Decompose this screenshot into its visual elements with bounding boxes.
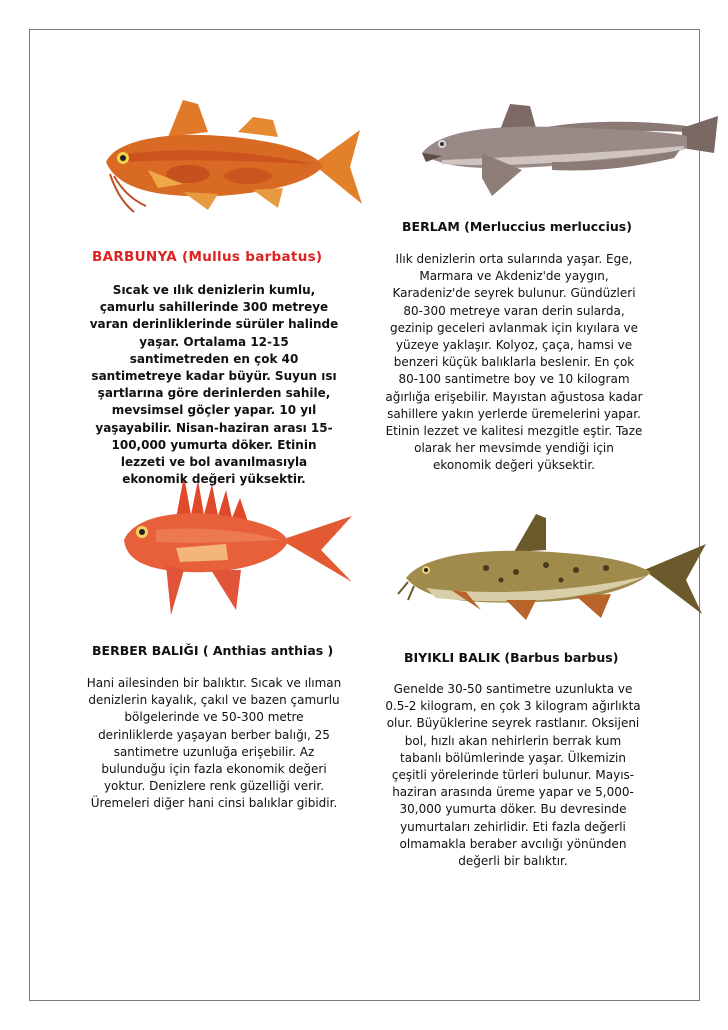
biyikli-balik-fish-illustration (396, 510, 708, 625)
biyikli-balik-description: Genelde 30-50 santimetre uzunlukta ve 0.5-2 kilogram, en çok 3 kilogram ağırlıkta olur. Büyüklerine seyrek rastlanır. Oksijeni bol, hızlı akan nehirlerin berrak kum tabanlı bölümlerinde yaşar. Ülkemizin çeşitli yörelerinde türleri bulunur. Mayıs-haziran arasında üreme yapar ve 5,000-30,000 yumurta döker. Bu devresinde yumurtaları zehirlidir. Eti fazla değerli olmamakla beraber avcılığı yönünden değerli bir balıktır. (385, 682, 641, 869)
barbunya-description: Sıcak ve ılık denizlerin kumlu, çamurlu sahillerinde 300 metreye varan derinliklerinde sürüler halinde yaşar. Ortalama 12-15 santimetreden en çok 40 santimetreye kadar büyür. Suyun ısı şartlarına göre derinlerden sahile, mevsimsel göçler yapar. 10 yıl yaşayabilir. Nisan-haziran arası 15-100,000 yumurta döker. Etinin lezzeti ve bol avanılmasıyla ekonomik değeri yüksektir. (89, 283, 339, 487)
berber-baligi-fish-illustration (116, 470, 356, 620)
berlam-description: Ilık denizlerin orta sularında yaşar. Ege, Marmara ve Akdeniz'de yaygın, Karadeniz'de seyrek bulunur. Gündüzleri 80-300 metreye varan derin sularda, gezinip geceleri avlanmak için kıyılara ve yüzeye yaklaşır. Kolyoz, çaça, hamsi ve benzeri küçük balıklarla beslenir. En çok 80-100 santimetre boy ve 10 kilogram ağırlığa erişebilir. Mayıstan ağustosa kadar sahillere yakın yerlerde üremelerini yapar. Etinin lezzet ve kalitesi mezgitle eştir. Taze olarak her mevsimde yendiği için ekonomik değeri yüksektir. (385, 252, 643, 473)
barbunya-title: BARBUNYA (Mullus barbatus) (92, 249, 323, 265)
barbunya-fish-illustration (88, 92, 368, 222)
berber-baligi-title: BERBER BALIĞI ( Anthias anthias ) (92, 643, 334, 658)
berlam-fish-illustration (412, 98, 722, 203)
biyikli-balik-title: BIYIKLI BALIK (Barbus barbus) (404, 650, 619, 665)
berber-baligi-description: Hani ailesinden bir balıktır. Sıcak ve ılıman denizlerin kayalık, çakıl ve bazen çamurlu bölgelerinde ve 50-300 metre derinliklerde yaşayan berber balığı, 25 santimetre uzunluğa erişebilir. Az bulunduğu için fazla ekonomik değeri yoktur. Denizlere renk güzelliği verir. Üremeleri diğer hani cinsi balıklar gibidir. (86, 676, 342, 811)
berlam-title: BERLAM (Merluccius merluccius) (402, 219, 632, 234)
